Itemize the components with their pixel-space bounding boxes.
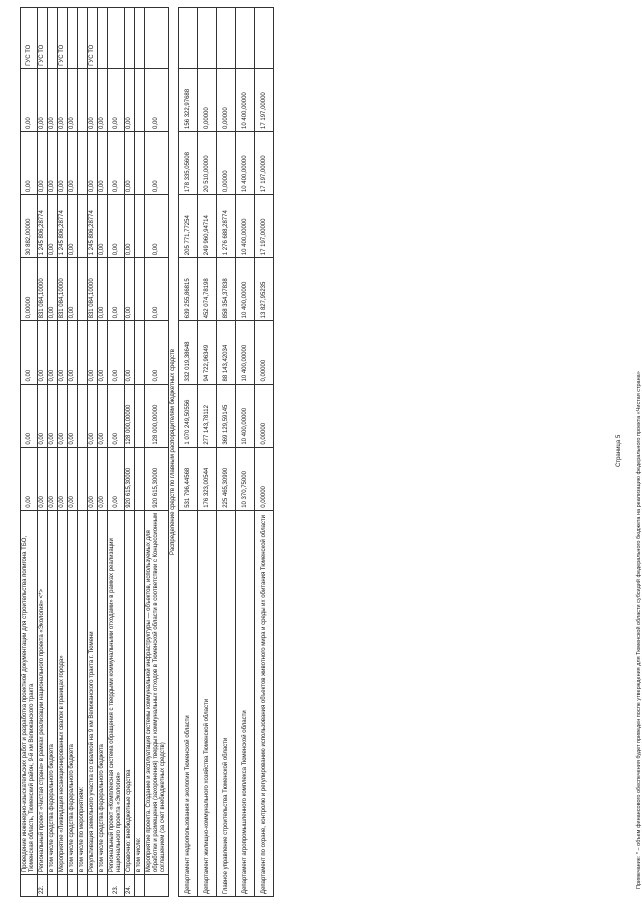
row-value: 0,00 <box>98 321 108 384</box>
row-value <box>135 195 145 258</box>
row-value: 1 245 806,28774 <box>88 195 98 258</box>
row-responsible <box>68 8 78 69</box>
summary-value: 13 827,95235 <box>255 258 274 321</box>
row-value: 0,00 <box>108 258 125 321</box>
row-value: 30 882,00000 <box>21 195 38 258</box>
table-row <box>68 8 78 897</box>
row-value <box>78 447 88 510</box>
row-responsible: ГУС ТО <box>58 8 68 69</box>
row-value: 0,00 <box>38 384 48 447</box>
row-responsible <box>48 8 58 69</box>
row-value: 831 084,10000 <box>38 258 48 321</box>
table-row <box>108 8 125 897</box>
row-value: 0,00 <box>125 195 135 258</box>
row-name: в том числе средства федерального бюджета <box>48 510 58 874</box>
row-name: в том числе по мероприятиям: <box>78 510 88 874</box>
row-value: 0,00 <box>48 321 58 384</box>
summary-name: Департамент агропромышленного комплекса Тюменской области <box>236 510 255 896</box>
summary-value: 639 255,86815 <box>179 258 198 321</box>
row-value: 0,00 <box>58 384 68 447</box>
row-value <box>135 258 145 321</box>
row-value: 128 000,00000 <box>125 384 135 447</box>
table-row <box>217 8 236 897</box>
row-value: 920 615,30000 <box>145 447 169 510</box>
summary-value: 225 465,30990 <box>217 447 236 510</box>
row-value: 0,00000 <box>21 258 38 321</box>
row-value: 0,00 <box>38 321 48 384</box>
table-row <box>125 8 135 897</box>
program-table <box>20 7 274 897</box>
table-row <box>58 8 68 897</box>
summary-value: 0,00000 <box>198 68 217 131</box>
row-name: Мероприятие «Ликвидация несанкционированных свалок в границах города» <box>58 510 68 874</box>
row-value: 0,00 <box>48 131 58 194</box>
row-responsible <box>125 8 135 69</box>
row-name: Региональный проект «Комплексная система обращения с твердыми коммунальными отходами» в рамках реализации национального проекта «Экология» <box>108 510 125 874</box>
row-value: 128 000,00000 <box>145 384 169 447</box>
row-responsible <box>145 8 169 69</box>
row-value: 0,00 <box>68 131 78 194</box>
row-value: 0,00 <box>48 68 58 131</box>
row-number <box>135 875 145 897</box>
table-row <box>78 8 88 897</box>
row-value: 0,00 <box>21 131 38 194</box>
row-name: в том числе: <box>135 510 145 874</box>
summary-empty <box>198 8 217 69</box>
row-value <box>135 447 145 510</box>
summary-value: 17 197,00000 <box>255 131 274 194</box>
row-value: 0,00 <box>98 131 108 194</box>
table-row <box>21 8 38 897</box>
row-value: 0,00 <box>88 68 98 131</box>
row-value: 0,00 <box>21 321 38 384</box>
row-value: 831 084,10000 <box>88 258 98 321</box>
row-responsible: ГУС ТО <box>88 8 98 69</box>
row-value: 0,00 <box>38 68 48 131</box>
summary-value: 94 722,96349 <box>198 321 217 384</box>
row-value: 0,00 <box>38 447 48 510</box>
row-value: 0,00 <box>98 195 108 258</box>
row-responsible: ГУС ТО <box>21 8 38 69</box>
row-value: 0,00 <box>145 68 169 131</box>
row-value: 0,00 <box>58 321 68 384</box>
row-value: 831 084,10000 <box>58 258 68 321</box>
summary-value: 176 323,00544 <box>198 447 217 510</box>
summary-value: 10 370,75000 <box>236 447 255 510</box>
row-value: 0,00 <box>98 68 108 131</box>
row-number <box>48 875 58 897</box>
summary-empty <box>217 8 236 69</box>
row-value: 0,00 <box>68 258 78 321</box>
summary-value: 10 400,00000 <box>236 321 255 384</box>
summary-value: 156 322,97688 <box>179 68 198 131</box>
summary-value: 10 400,00000 <box>236 384 255 447</box>
row-value <box>135 321 145 384</box>
row-number <box>88 875 98 897</box>
row-number <box>21 875 38 897</box>
summary-value: 369 129,59145 <box>217 384 236 447</box>
summary-value: 0,00000 <box>255 321 274 384</box>
table-row <box>88 8 98 897</box>
row-value: 0,00 <box>48 195 58 258</box>
row-name: Мероприятие проекта. Создание и эксплуатация системы коммунальной инфраструктуры — объектов, используемых для обработки и размещения (захоронения) твердых коммунальных отходов в Тюменской области в соответствии с Концессионным соглашением (за счет внебюджетных средств) <box>145 510 169 874</box>
table-row <box>48 8 58 897</box>
summary-value: 0,00000 <box>217 68 236 131</box>
row-value: 0,00 <box>125 68 135 131</box>
row-responsible <box>98 8 108 69</box>
row-number: 22. <box>38 875 48 897</box>
summary-value: 10 400,00000 <box>236 68 255 131</box>
row-number <box>58 875 68 897</box>
row-value: 0,00 <box>68 68 78 131</box>
summary-value: 277 143,78112 <box>198 384 217 447</box>
footnote: Примечание: * – объем финансового обеспечения будет приведен после утверждения для Тюменской области субсидий федерального бюджета на реализацию федерального проекта «Чистая страна» <box>636 371 642 889</box>
summary-name: Департамент жилищно-коммунального хозяйства Тюменской области <box>198 510 217 896</box>
table-row <box>255 8 274 897</box>
program-rows <box>21 8 274 897</box>
row-value: 0,00 <box>108 384 125 447</box>
row-value <box>78 321 88 384</box>
row-name: Рекультивация земельного участка со свалкой на 9 км Велижанского тракта г. Тюмени <box>88 510 98 874</box>
table-row <box>135 8 145 897</box>
row-value <box>135 131 145 194</box>
summary-value: 205 771,77254 <box>179 195 198 258</box>
row-value <box>78 258 88 321</box>
row-value: 0,00 <box>88 131 98 194</box>
summary-value: 10 400,00000 <box>236 195 255 258</box>
row-value: 0,00 <box>125 258 135 321</box>
row-value <box>135 68 145 131</box>
row-value: 0,00 <box>125 131 135 194</box>
row-value: 0,00 <box>58 131 68 194</box>
table-row <box>38 8 48 897</box>
table-row <box>198 8 217 897</box>
row-value: 0,00 <box>145 195 169 258</box>
row-value <box>135 384 145 447</box>
distribution-caption: Распределение средств по главным распорядителям бюджетных средств <box>170 349 176 555</box>
row-value: 920 615,30000 <box>125 447 135 510</box>
summary-empty <box>179 8 198 69</box>
row-name: в том числе средства федерального бюджета <box>68 510 78 874</box>
summary-name: Департамент по охране, контролю и регулированию использования объектов животного мира и среды их обитания Тюменской области <box>255 510 274 896</box>
row-name: Региональный проект «Чистая страна» в рамках реализации национального проекта «Экология» <*> <box>38 510 48 874</box>
row-responsible <box>108 8 125 69</box>
row-responsible <box>135 8 145 69</box>
summary-value: 332 019,38648 <box>179 321 198 384</box>
row-value: 0,00 <box>145 131 169 194</box>
row-value <box>78 131 88 194</box>
row-value: 0,00 <box>108 68 125 131</box>
row-value: 0,00 <box>108 321 125 384</box>
summary-empty <box>236 8 255 69</box>
row-value: 1 245 806,28774 <box>58 195 68 258</box>
summary-value: 17 197,00000 <box>255 68 274 131</box>
row-number <box>68 875 78 897</box>
summary-value: 0,00000 <box>217 131 236 194</box>
row-number: 23. <box>108 875 125 897</box>
row-value: 0,00 <box>38 131 48 194</box>
summary-value: 0,00000 <box>255 384 274 447</box>
summary-value: 0,00000 <box>255 447 274 510</box>
row-name: в том числе средства федерального бюджета <box>98 510 108 874</box>
row-value: 0,00 <box>108 447 125 510</box>
summary-value: 88 143,42034 <box>217 321 236 384</box>
row-value: 0,00 <box>88 447 98 510</box>
row-value <box>78 68 88 131</box>
row-value: 0,00 <box>145 321 169 384</box>
row-value: 1 245 806,28774 <box>38 195 48 258</box>
row-number <box>145 875 169 897</box>
row-name: Справочно: внебюджетные средства <box>125 510 135 874</box>
page-number: Страница 5 <box>616 434 622 467</box>
summary-value: 178 335,05608 <box>179 131 198 194</box>
row-value: 0,00 <box>21 384 38 447</box>
row-value: 0,00 <box>108 195 125 258</box>
summary-value: 531 796,44568 <box>179 447 198 510</box>
rotated-sheet <box>20 7 642 897</box>
row-value: 0,00 <box>98 447 108 510</box>
row-value: 0,00 <box>98 258 108 321</box>
row-value: 0,00 <box>21 68 38 131</box>
row-value: 0,00 <box>58 447 68 510</box>
table-row <box>179 8 198 897</box>
row-value: 0,00 <box>48 258 58 321</box>
row-number <box>78 875 88 897</box>
summary-value: 10 400,00000 <box>236 131 255 194</box>
row-number <box>98 875 108 897</box>
row-value <box>78 195 88 258</box>
row-value: 0,00 <box>88 384 98 447</box>
row-value: 0,00 <box>68 384 78 447</box>
row-responsible <box>78 8 88 69</box>
summary-value: 452 074,78198 <box>198 258 217 321</box>
row-value: 0,00 <box>48 384 58 447</box>
row-value <box>78 384 88 447</box>
row-value: 0,00 <box>68 321 78 384</box>
row-value: 0,00 <box>88 321 98 384</box>
table-row <box>98 8 108 897</box>
row-responsible: ГУС ТО <box>38 8 48 69</box>
row-value: 0,00 <box>108 131 125 194</box>
row-value: 0,00 <box>145 258 169 321</box>
summary-value: 1 070 249,50556 <box>179 384 198 447</box>
row-value: 0,00 <box>68 447 78 510</box>
summary-value: 1 276 688,28774 <box>217 195 236 258</box>
summary-value: 17 197,00000 <box>255 195 274 258</box>
row-value: 0,00 <box>98 384 108 447</box>
row-value: 0,00 <box>21 447 38 510</box>
summary-name: Главное управление строительства Тюменской области <box>217 510 236 896</box>
summary-value: 249 960,94714 <box>198 195 217 258</box>
summary-value: 858 354,37838 <box>217 258 236 321</box>
summary-value: 20 510,00000 <box>198 131 217 194</box>
table-row <box>236 8 255 897</box>
row-value: 0,00 <box>58 68 68 131</box>
summary-value: 10 400,00000 <box>236 258 255 321</box>
row-number: 24. <box>125 875 135 897</box>
row-value: 0,00 <box>48 447 58 510</box>
row-name: Проведение инженерно-изыскательских работ и разработка проектной документации для строительства полигона ТБО, Тюменская область, Тюменский район, 9-й км Велижанского тракта <box>21 510 38 874</box>
summary-name: Департамент недропользования и экологии Тюменской области <box>179 510 198 896</box>
row-value: 0,00 <box>68 195 78 258</box>
distribution-caption-row <box>169 8 179 897</box>
summary-empty <box>255 8 274 69</box>
table-row <box>145 8 169 897</box>
row-value: 0,00 <box>125 321 135 384</box>
